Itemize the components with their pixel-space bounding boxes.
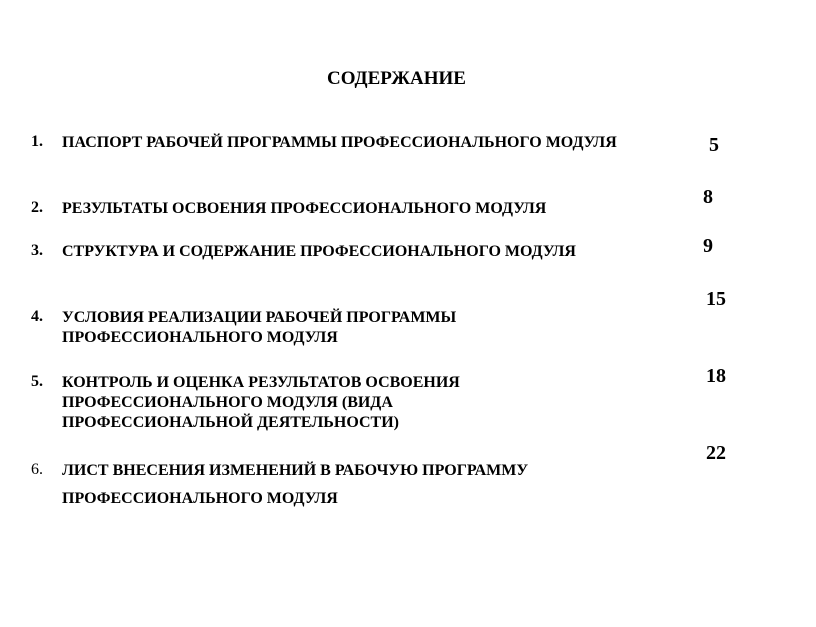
item-text: КОНТРОЛЬ И ОЦЕНКА РЕЗУЛЬТАТОВ ОСВОЕНИЯ ПРОФЕССИОНАЛЬНОГО МОДУЛЯ (ВИДА ПРОФЕССИОНАЛЬНОЙ ДЕЯТЕЛЬНОСТИ)	[62, 374, 460, 431]
item-number: 1.	[31, 133, 43, 150]
item-number: 3.	[31, 242, 43, 259]
item-number: 4.	[31, 308, 43, 325]
item-text: СТРУКТУРА И СОДЕРЖАНИЕ ПРОФЕССИОНАЛЬНОГО МОДУЛЯ	[62, 243, 576, 260]
item-text: ПАСПОРТ РАБОЧЕЙ ПРОГРАММЫ ПРОФЕССИОНАЛЬНОГО МОДУЛЯ	[62, 134, 617, 151]
item-number: 2.	[31, 199, 43, 216]
item-number: 6.	[31, 461, 43, 478]
page-title: СОДЕРЖАНИЕ	[327, 68, 466, 89]
item-text: РЕЗУЛЬТАТЫ ОСВОЕНИЯ ПРОФЕССИОНАЛЬНОГО МОДУЛЯ	[62, 200, 547, 217]
item-text: УСЛОВИЯ РЕАЛИЗАЦИИ РАБОЧЕЙ ПРОГРАММЫ ПРОФЕССИОНАЛЬНОГО МОДУЛЯ	[62, 309, 457, 346]
item-page-number: 5	[709, 134, 719, 156]
item-page-number: 8	[703, 186, 713, 208]
item-text: ЛИСТ ВНЕСЕНИЯ ИЗМЕНЕНИЙ В РАБОЧУЮ ПРОГРАММУ ПРОФЕССИОНАЛЬНОГО МОДУЛЯ	[62, 462, 529, 507]
item-page-number: 18	[706, 365, 726, 387]
item-page-number: 9	[703, 235, 713, 257]
item-number: 5.	[31, 373, 43, 390]
item-page-number: 15	[706, 288, 726, 310]
item-page-number: 22	[706, 442, 726, 464]
